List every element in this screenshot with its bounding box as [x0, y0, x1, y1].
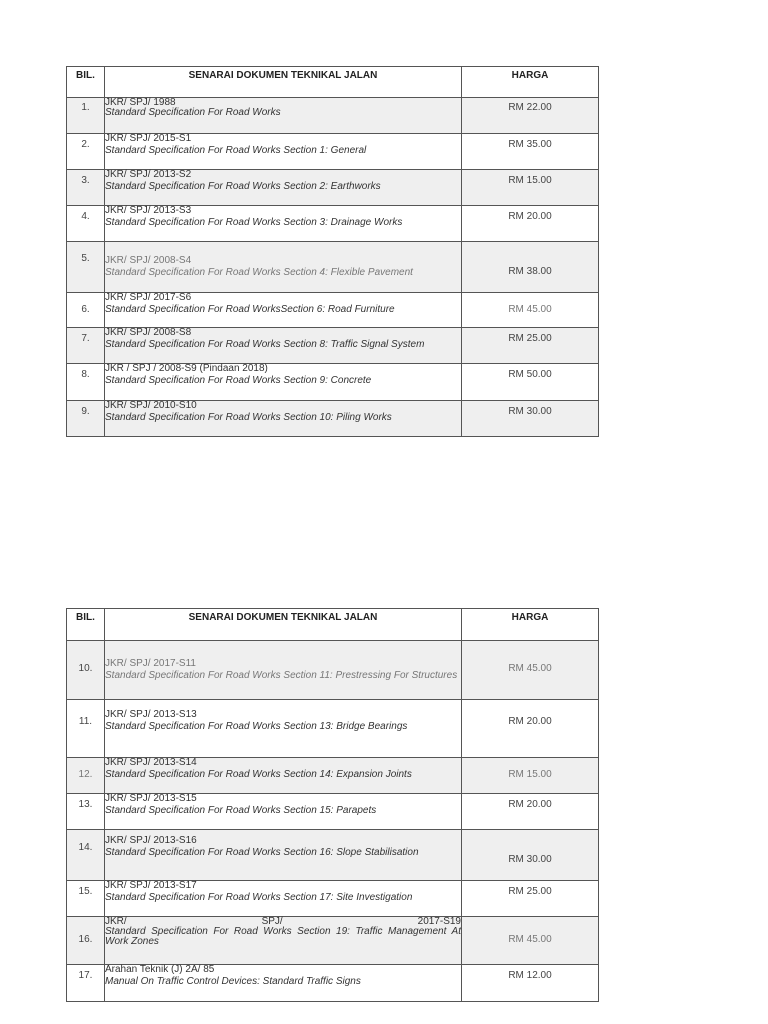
document-code: JKR/ SPJ/ 2017-S6	[105, 292, 192, 303]
table-row	[67, 794, 599, 830]
table-row	[67, 641, 599, 700]
document-title: Standard Specification For Road Works Section 15: Parapets	[105, 805, 377, 816]
header-price: HARGA	[462, 67, 599, 98]
table-row	[67, 758, 599, 794]
document-title: Standard Specification For Road Works	[105, 107, 281, 118]
row-price: RM 45.00	[462, 917, 599, 965]
row-description	[105, 328, 462, 364]
row-number: 3.	[67, 170, 105, 206]
document-title: Standard Specification For Road Works Section 10: Piling Works	[105, 412, 392, 423]
row-number: 4.	[67, 206, 105, 242]
document-title: Standard Specification For Road Works Section 4: Flexible Pavement	[105, 267, 413, 278]
row-number: 11.	[67, 700, 105, 758]
header-price: HARGA	[462, 609, 599, 641]
row-price: RM 50.00	[462, 364, 599, 401]
row-description	[105, 917, 462, 965]
row-price: RM 20.00	[462, 794, 599, 830]
row-number: 15.	[67, 881, 105, 917]
row-number: 10.	[67, 641, 105, 700]
table-header-row	[67, 609, 599, 641]
row-price: RM 20.00	[462, 700, 599, 758]
header-bil: BIL.	[67, 67, 105, 98]
row-number: 17.	[67, 965, 105, 1002]
table-row	[67, 364, 599, 401]
row-description	[105, 758, 462, 794]
document-code: JKR/ SPJ/ 2013-S2	[105, 169, 192, 180]
document-code: JKR/ SPJ/ 2017-S11	[105, 658, 196, 669]
document-table-2	[66, 608, 599, 1002]
row-number: 2.	[67, 134, 105, 170]
document-title: Standard Specification For Road Works Section 8: Traffic Signal System	[105, 339, 425, 350]
document-title: Standard Specification For Road Works Section 3: Drainage Works	[105, 217, 403, 228]
row-price: RM 22.00	[462, 98, 599, 134]
table-row	[67, 700, 599, 758]
row-description	[105, 794, 462, 830]
row-description	[105, 700, 462, 758]
table-row	[67, 917, 599, 965]
document-title: Standard Specification For Road Works Section 13: Bridge Bearings	[105, 721, 408, 732]
row-description	[105, 965, 462, 1002]
document-table-1	[66, 66, 599, 437]
document-title: Standard Specification For Road Works Section 11: Prestressing For Structures	[105, 670, 458, 681]
row-number: 9.	[67, 401, 105, 437]
row-price: RM 38.00	[462, 242, 599, 293]
document-code: JKR/ SPJ/ 2013-S15	[105, 793, 197, 804]
row-description	[105, 206, 462, 242]
row-price: RM 45.00	[462, 641, 599, 700]
table-row	[67, 134, 599, 170]
row-number: 8.	[67, 364, 105, 401]
table-row	[67, 293, 599, 328]
header-bil: BIL.	[67, 609, 105, 641]
document-code: JKR/ SPJ/ 2013-S17	[105, 880, 197, 891]
row-price: RM 45.00	[462, 293, 599, 328]
document-title: Standard Specification For Road Works Section 17: Site Investigation	[105, 892, 413, 903]
document-code: JKR/ SPJ/ 2010-S10	[105, 400, 197, 411]
row-number: 5.	[67, 242, 105, 293]
document-title: Standard Specification For Road Works Section 19: Traffic Management At Work Zones	[105, 926, 461, 947]
row-description	[105, 830, 462, 881]
row-price: RM 25.00	[462, 881, 599, 917]
row-description	[105, 641, 462, 700]
row-number: 1.	[67, 98, 105, 134]
document-code: JKR/ SPJ/ 2008-S4	[105, 255, 192, 266]
header-document: SENARAI DOKUMEN TEKNIKAL JALAN	[105, 67, 462, 98]
document-code: Arahan Teknik (J) 2A/ 85	[105, 964, 215, 975]
row-number: 7.	[67, 328, 105, 364]
row-price: RM 35.00	[462, 134, 599, 170]
row-price: RM 30.00	[462, 401, 599, 437]
row-price: RM 25.00	[462, 328, 599, 364]
row-description	[105, 364, 462, 401]
row-number: 14.	[67, 830, 105, 881]
document-title: Standard Specification For Road Works Section 14: Expansion Joints	[105, 769, 412, 780]
document-title: Standard Specification For Road Works Section 2: Earthworks	[105, 181, 381, 192]
document-title: Standard Specification For Road Works Section 1: General	[105, 145, 367, 156]
row-number: 12.	[67, 758, 105, 794]
document-code: JKR/ SPJ/ 2017-S19	[105, 916, 461, 927]
row-description	[105, 242, 462, 293]
table-row	[67, 401, 599, 437]
document-title: Manual On Traffic Control Devices: Standard Traffic Signs	[105, 976, 361, 987]
table-row	[67, 98, 599, 134]
document-code: JKR/ SPJ/ 2013-S14	[105, 757, 197, 768]
document-code: JKR/ SPJ/ 1988	[105, 97, 176, 108]
row-description	[105, 293, 462, 328]
row-price: RM 12.00	[462, 965, 599, 1002]
table-row	[67, 242, 599, 293]
table-row	[67, 328, 599, 364]
document-code: JKR/ SPJ/ 2013-S13	[105, 709, 197, 720]
row-price: RM 30.00	[462, 830, 599, 881]
table-row	[67, 881, 599, 917]
document-title: Standard Specification For Road Works Section 9: Concrete	[105, 375, 372, 386]
document-title: Standard Specification For Road Works Section 16: Slope Stabilisation	[105, 847, 419, 858]
document-title: Standard Specification For Road WorksSection 6: Road Furniture	[105, 304, 395, 315]
row-number: 6.	[67, 293, 105, 328]
row-description	[105, 170, 462, 206]
document-code: JKR/ SPJ/ 2015-S1	[105, 133, 192, 144]
document-code: JKR / SPJ / 2008-S9 (Pindaan 2018)	[105, 363, 268, 374]
row-description	[105, 98, 462, 134]
row-number: 13.	[67, 794, 105, 830]
table-row	[67, 965, 599, 1002]
document-code: JKR/ SPJ/ 2008-S8	[105, 327, 192, 338]
row-price: RM 20.00	[462, 206, 599, 242]
table-row	[67, 830, 599, 881]
row-price: RM 15.00	[462, 758, 599, 794]
table-header-row	[67, 67, 599, 98]
header-document: SENARAI DOKUMEN TEKNIKAL JALAN	[105, 609, 462, 641]
row-price: RM 15.00	[462, 170, 599, 206]
document-code: JKR/ SPJ/ 2013-S16	[105, 835, 197, 846]
row-description	[105, 881, 462, 917]
row-description	[105, 134, 462, 170]
document-code: JKR/ SPJ/ 2013-S3	[105, 205, 192, 216]
row-description	[105, 401, 462, 437]
table-row	[67, 170, 599, 206]
table-row	[67, 206, 599, 242]
row-number: 16.	[67, 917, 105, 965]
